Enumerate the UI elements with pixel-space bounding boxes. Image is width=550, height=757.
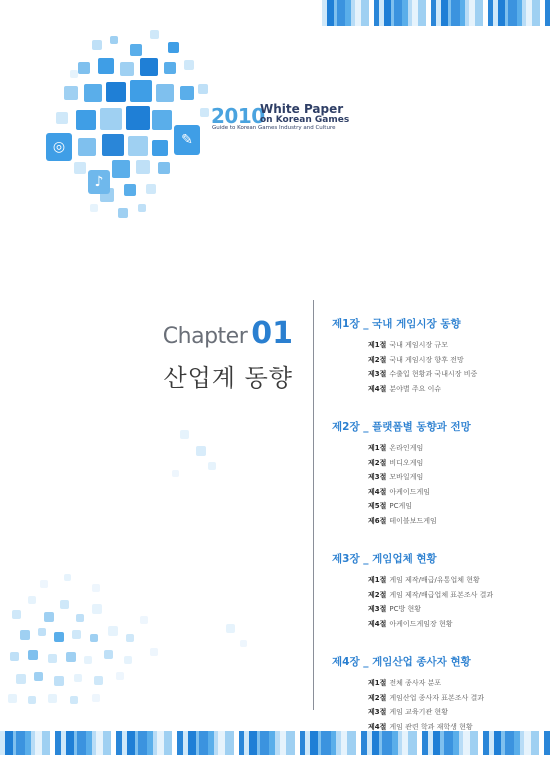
toc-item	[368, 353, 542, 368]
logo-square	[70, 70, 78, 78]
decorative-square	[140, 616, 148, 624]
logo-square	[56, 112, 68, 124]
stripe	[199, 731, 208, 755]
decorative-square	[74, 674, 82, 682]
decorative-square	[72, 630, 81, 639]
decorative-square	[40, 580, 48, 588]
logo-square	[150, 30, 159, 39]
item-text: 분야별 주요 이슈	[389, 384, 442, 393]
divider	[313, 300, 314, 710]
stripe	[441, 0, 448, 26]
toc-section	[332, 419, 542, 528]
logo-square	[78, 62, 90, 74]
item-text: 수출입 현황과 국내시장 비중	[389, 370, 478, 378]
stripe	[418, 0, 426, 26]
stripe	[164, 731, 172, 755]
item-number: 제2절	[368, 693, 387, 702]
decorative-square	[10, 652, 19, 661]
item-number: 제2절	[368, 355, 387, 364]
logo-year: 2010	[211, 104, 265, 128]
item-number: 제4절	[368, 722, 387, 731]
decorative-square	[20, 630, 30, 640]
logo-square	[92, 40, 102, 50]
game-disc-icon: ◎	[46, 133, 72, 161]
toc-item	[368, 720, 542, 735]
decorative-square	[76, 614, 84, 622]
stripe	[218, 731, 225, 755]
item-number: 제2절	[368, 590, 387, 599]
logo-square	[136, 160, 150, 174]
logo-square	[76, 110, 96, 130]
stripe	[280, 731, 287, 755]
item-text: 온라인게임	[389, 444, 424, 452]
stripe	[310, 731, 318, 755]
decorative-square	[90, 634, 98, 642]
item-text: 게임 제작/배급/유통업체 현황	[389, 576, 480, 584]
logo-square	[130, 44, 142, 56]
item-number: 제1절	[368, 341, 387, 349]
decorative-square	[150, 648, 158, 656]
toc-item	[368, 588, 542, 603]
decorative-square	[66, 652, 76, 662]
toc-item	[368, 691, 542, 706]
toc-item	[368, 514, 542, 529]
decorative-square	[16, 674, 26, 684]
chapter-title: 산업계 동향	[163, 364, 293, 392]
logo-square	[98, 58, 114, 74]
logo-square	[74, 162, 86, 174]
stripe	[394, 0, 403, 26]
decorative-square	[28, 696, 36, 704]
logo-square	[120, 62, 134, 76]
decorative-square	[92, 694, 100, 702]
table-of-contents	[332, 316, 542, 757]
stripe	[384, 0, 391, 26]
section-title: 제1장 _ 국내 게임시장 동향	[332, 318, 461, 330]
stripe	[77, 731, 86, 755]
toc-item	[368, 705, 542, 720]
decorative-square	[108, 626, 118, 636]
logo-square	[152, 110, 172, 130]
toc-item	[368, 499, 542, 514]
toc-item	[368, 441, 542, 456]
section-title: 제2장 _ 플랫폼별 동향과 전망	[332, 421, 471, 433]
item-number: 제4절	[368, 384, 387, 393]
item-text: 게임 제작/배급업체 표본조사 결과	[389, 590, 494, 599]
item-text: 국내 게임시장 규모	[389, 341, 448, 349]
stripe	[508, 0, 517, 26]
decorative-square	[8, 694, 17, 703]
item-number: 제3절	[368, 370, 387, 378]
logo-square	[184, 60, 194, 70]
item-number: 제3절	[368, 605, 387, 613]
item-number: 제1절	[368, 679, 387, 687]
stripe	[337, 0, 346, 26]
item-number: 제3절	[368, 473, 387, 481]
decorative-square	[172, 470, 179, 477]
logo-square	[180, 86, 194, 100]
stripe	[249, 731, 257, 755]
stripe	[545, 0, 550, 26]
pencil-icon: ✎	[174, 125, 200, 155]
decorative-square	[70, 696, 78, 704]
stripe	[96, 731, 103, 755]
logo-square	[152, 140, 168, 156]
toc-item	[368, 456, 542, 471]
decorative-square	[124, 656, 132, 664]
decorative-square	[54, 676, 64, 686]
item-text: 게임 관련 학과 재학생 현황	[389, 722, 473, 731]
decorative-square	[92, 604, 102, 614]
stripe	[327, 0, 334, 26]
toc-section	[332, 316, 542, 396]
stripe	[188, 731, 196, 755]
logo-square	[128, 136, 148, 156]
note-icon: ♪	[88, 170, 110, 194]
stripe	[16, 731, 25, 755]
decorative-square	[60, 600, 69, 609]
decorative-square	[64, 574, 71, 581]
stripe	[451, 0, 460, 26]
logo-square	[100, 108, 122, 130]
decorative-square	[92, 584, 100, 592]
decorative-square	[126, 634, 134, 642]
toc-section	[332, 654, 542, 734]
stripe	[286, 731, 294, 755]
logo-square	[146, 184, 156, 194]
item-text: 모바일게임	[389, 473, 424, 481]
decorative-square	[196, 446, 206, 456]
decorative-square	[28, 650, 38, 660]
stripe	[498, 0, 505, 26]
item-text: PC게임	[389, 502, 413, 510]
decorative-square	[226, 624, 235, 633]
decorative-square	[44, 612, 54, 622]
decorative-square	[94, 676, 103, 685]
decorative-square	[54, 632, 64, 642]
stripe	[127, 731, 135, 755]
toc-item	[368, 676, 542, 691]
stripe	[103, 731, 111, 755]
decorative-square	[84, 656, 92, 664]
logo-square	[198, 84, 208, 94]
decorative-square	[48, 694, 57, 703]
logo-square	[112, 160, 130, 178]
top-decorative-bar	[322, 0, 550, 26]
logo-square	[118, 208, 128, 218]
logo-title: White Paper	[260, 102, 344, 116]
decorative-square	[240, 640, 247, 647]
logo-square	[164, 62, 176, 74]
item-text: 전체 종사자 분포	[389, 679, 442, 687]
stripe	[532, 0, 540, 26]
section-title: 제3장 _ 게임업체 현황	[332, 553, 437, 565]
toc-item	[368, 338, 542, 353]
item-number: 제3절	[368, 708, 387, 716]
item-text: PC방 현황	[389, 605, 422, 613]
item-text: 아케이드게임	[389, 487, 430, 496]
logo-square	[200, 108, 209, 117]
stripe	[475, 0, 483, 26]
toc-item	[368, 573, 542, 588]
chapter-word: Chapter	[162, 324, 248, 349]
logo-square	[158, 162, 170, 174]
item-number: 제4절	[368, 487, 387, 496]
decorative-square	[180, 430, 189, 439]
logo-square	[168, 42, 179, 53]
logo-square	[64, 86, 78, 100]
decorative-square	[28, 596, 36, 604]
logo-square	[140, 58, 158, 76]
stripe	[42, 731, 50, 755]
item-text: 아케이드게임장 현황	[389, 619, 453, 628]
stripe	[157, 731, 164, 755]
decorative-square	[116, 672, 124, 680]
chapter-heading	[163, 316, 293, 351]
logo-square	[84, 84, 102, 102]
logo-square	[126, 106, 150, 130]
stripe	[138, 731, 147, 755]
stripe	[260, 731, 269, 755]
stripe	[225, 731, 233, 755]
item-number: 제1절	[368, 576, 387, 584]
toc-item	[368, 602, 542, 617]
stripe	[321, 731, 330, 755]
item-text: 게임 교육기관 현황	[389, 708, 448, 716]
logo-square	[90, 204, 98, 212]
chapter-number: 01	[251, 316, 293, 351]
logo-square	[138, 204, 146, 212]
decorative-square	[104, 650, 113, 659]
toc-item	[368, 367, 542, 382]
toc-item	[368, 617, 542, 632]
stripe	[544, 731, 550, 755]
stripe	[35, 731, 42, 755]
decorative-square	[38, 628, 46, 636]
decorative-square	[208, 462, 216, 470]
stripe	[5, 731, 13, 755]
decorative-square	[12, 610, 21, 619]
toc-section	[332, 551, 542, 631]
logo-subtitle: Guide to Korean Games Industry and Culture	[212, 125, 336, 131]
stripe	[66, 731, 74, 755]
item-text: 테이블보드게임	[389, 516, 437, 525]
item-number: 제2절	[368, 458, 387, 467]
logo-square	[106, 82, 126, 102]
item-text: 게임산업 종사자 표본조사 결과	[389, 693, 484, 702]
item-text: 국내 게임시장 향후 전망	[389, 355, 464, 364]
logo-square	[156, 84, 174, 102]
item-text: 비디오게임	[389, 458, 424, 467]
toc-item	[368, 382, 542, 397]
toc-item	[368, 470, 542, 485]
item-number: 제6절	[368, 516, 387, 525]
item-number: 제1절	[368, 444, 387, 452]
logo-square	[102, 134, 124, 156]
logo-square	[124, 184, 136, 196]
item-number: 제4절	[368, 619, 387, 628]
decorative-square	[48, 654, 57, 663]
section-title: 제4장 _ 게임산업 종사자 현황	[332, 656, 471, 668]
logo-square	[78, 138, 96, 156]
toc-item	[368, 485, 542, 500]
logo-title-line2: on Korean Games	[260, 115, 350, 125]
stripe	[361, 0, 369, 26]
decorative-square	[34, 672, 43, 681]
item-number: 제5절	[368, 502, 387, 510]
logo-square	[130, 80, 152, 102]
logo-square	[110, 36, 118, 44]
